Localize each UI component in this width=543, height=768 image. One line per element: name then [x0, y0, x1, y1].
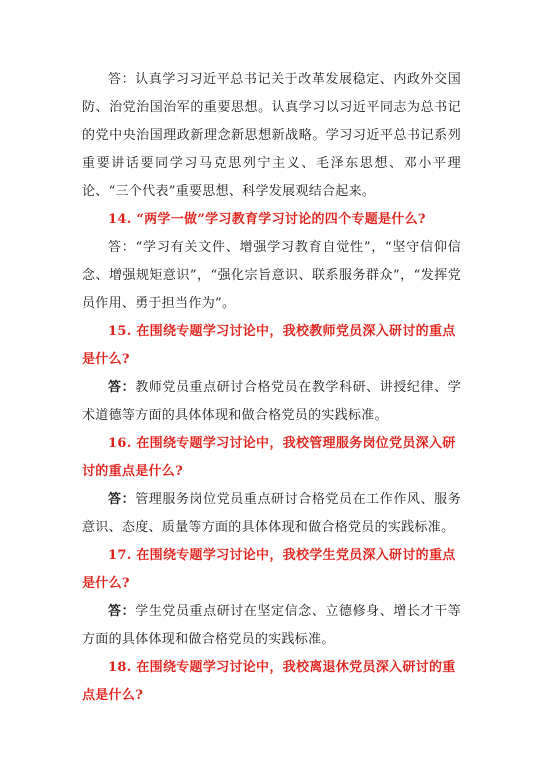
answer-label: 答：: [108, 492, 136, 507]
question-16: 16. 在围绕专题学习讨论中，我校管理服务岗位党员深入研讨的重点是什么?: [82, 436, 456, 479]
answer-15: [82, 374, 461, 430]
question-14: 14. “两学一做”学习教育学习讨论的四个专题是什么?: [108, 212, 426, 227]
answer-label: 答：: [108, 72, 136, 87]
answer-14: [82, 234, 461, 318]
question-15: 15. 在围绕专题学习讨论中，我校教师党员深入研讨的重点是什么?: [82, 324, 456, 367]
answer-text: 教师党员重点研讨合格党员在教学科研、讲授纪律、学术道德等方面的具体体现和做合格党员的实践标准。: [82, 380, 462, 423]
answer-text: 管理服务岗位党员重点研讨合格党员在工作作风、服务意识、态度、质量等方面的具体体现和做合格党员的实践标准。: [82, 492, 462, 535]
answer-text: “学习有关文件、增强学习教育自觉性”，“坚守信仰信念、增强规矩意识”，“强化宗旨意识、联系服务群众”，“发挥党员作用、勇于担当作为”。: [82, 240, 461, 311]
answer-text: 认真学习习近平总书记关于改革发展稳定、内政外交国防、治党治国治军的重要思想。认真学习以习近平同志为总书记的党中央治国理政新理念新思想新战略。学习习近平总书记系列重要讲话要同学习马克思列宁主义、毛泽东思想、邓小平理论、“三个代表”重要思想、科学发展观结合起来。: [82, 72, 462, 199]
answer-16: [82, 486, 461, 542]
answer-text: 学生党员重点研讨在坚定信念、立德修身、增长才干等方面的具体体现和做合格党员的实践标准。: [82, 604, 462, 647]
question-17: 17. 在围绕专题学习讨论中，我校学生党员深入研讨的重点是什么?: [82, 548, 456, 591]
answer-13: [82, 66, 461, 206]
answer-17: [82, 598, 461, 654]
answer-label: 答：: [108, 380, 136, 395]
answer-label: 答：: [108, 604, 136, 619]
answer-label: 答：: [108, 240, 136, 255]
question-18: 18. 在围绕专题学习讨论中，我校离退休党员深入研讨的重点是什么?: [82, 660, 456, 703]
